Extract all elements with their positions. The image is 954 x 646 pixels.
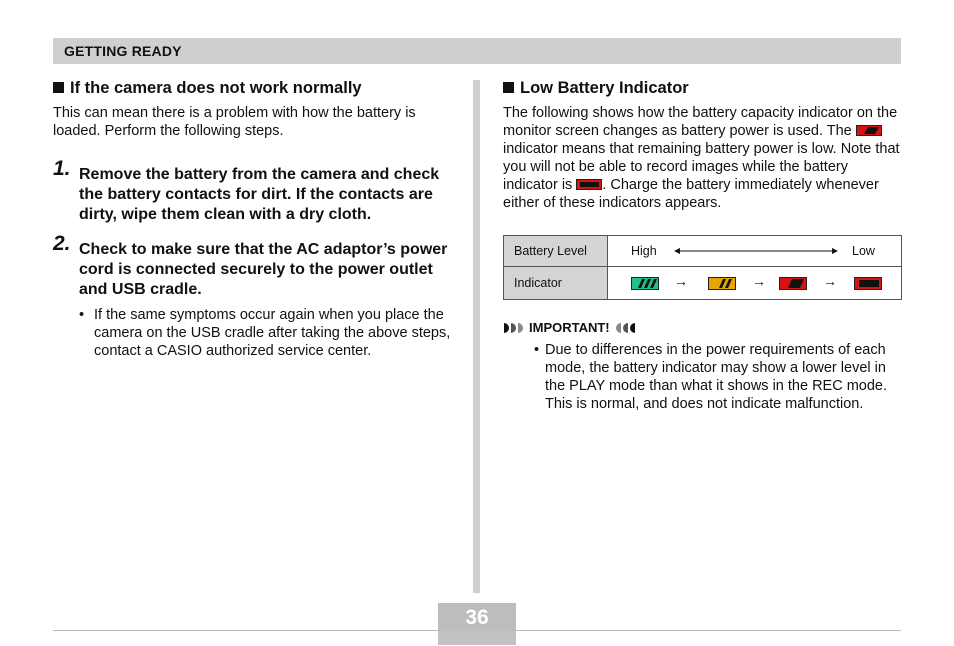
page-number-box (438, 603, 516, 645)
right-column (503, 78, 903, 413)
square-bullet-icon (503, 82, 514, 93)
section-header-bar (53, 38, 901, 64)
section-title: GETTING READY (64, 43, 182, 59)
battery-full-icon (631, 277, 659, 290)
list-item: • Due to differences in the power requirements of each mode, the battery indicator may show a lower level in the PLAY mode than what it shows in the REC mode. This is normal, and does not indicate malfunction. (534, 342, 888, 412)
step-1 (53, 157, 453, 225)
square-bullet-icon (53, 82, 64, 93)
left-section-heading: If the camera does not work normally (53, 78, 453, 98)
table-row (504, 267, 902, 300)
level-double-arrow-icon (674, 246, 838, 256)
right-section-heading: Low Battery Indicator (503, 78, 903, 98)
high-label: High (631, 244, 657, 258)
important-marker-icon (503, 322, 525, 334)
battery-level-scale (608, 236, 902, 267)
battery-empty-icon (854, 277, 882, 290)
important-marker-icon (614, 322, 636, 334)
column-divider (473, 80, 480, 593)
battery-level-table (503, 235, 902, 300)
battery-medium-icon (708, 277, 736, 290)
arrow-right-icon: → (823, 273, 837, 289)
step-text: Remove the battery from the camera and check the battery contacts for dirt. If the contacts are dirty, wipe them clean with a dry cloth. (79, 166, 440, 223)
bullet-dot-icon: • (79, 307, 85, 323)
battery-low-icon (779, 277, 807, 290)
important-heading: IMPORTANT! (503, 320, 903, 335)
left-intro-text: This can mean there is a problem with how the battery is loaded. Perform the following steps. (53, 105, 416, 139)
right-intro-text: The following shows how the battery capacity indicator on the monitor screen changes as battery power is used. The indicator means that remaining battery power is low. Note that you will not be able to record images while the battery indicator is . Charge the battery immediately whenever either of these indicators appears. (503, 105, 900, 211)
indicator-sequence (608, 267, 902, 300)
step-text: Check to make sure that the AC adaptor’s power cord is connected securely to the power outlet and USB cradle. (79, 241, 448, 298)
table-row (504, 236, 902, 267)
left-column (53, 78, 453, 360)
page-number: 36 (465, 606, 489, 629)
step-2 (53, 232, 453, 300)
arrow-right-icon: → (674, 273, 688, 289)
battery-low-icon (856, 125, 882, 136)
bullet-dot-icon: • (534, 342, 540, 358)
low-label: Low (852, 244, 875, 258)
step-number: 1. (53, 157, 71, 180)
battery-empty-icon (576, 179, 602, 190)
battery-level-label: Battery Level (504, 236, 608, 267)
arrow-right-icon: → (752, 273, 766, 289)
list-item: • If the same symptoms occur again when you place the camera on the USB cradle after taking the above steps, contact a CASIO authorized service center. (79, 307, 451, 359)
step-number: 2. (53, 232, 71, 255)
indicator-label: Indicator (504, 267, 608, 300)
